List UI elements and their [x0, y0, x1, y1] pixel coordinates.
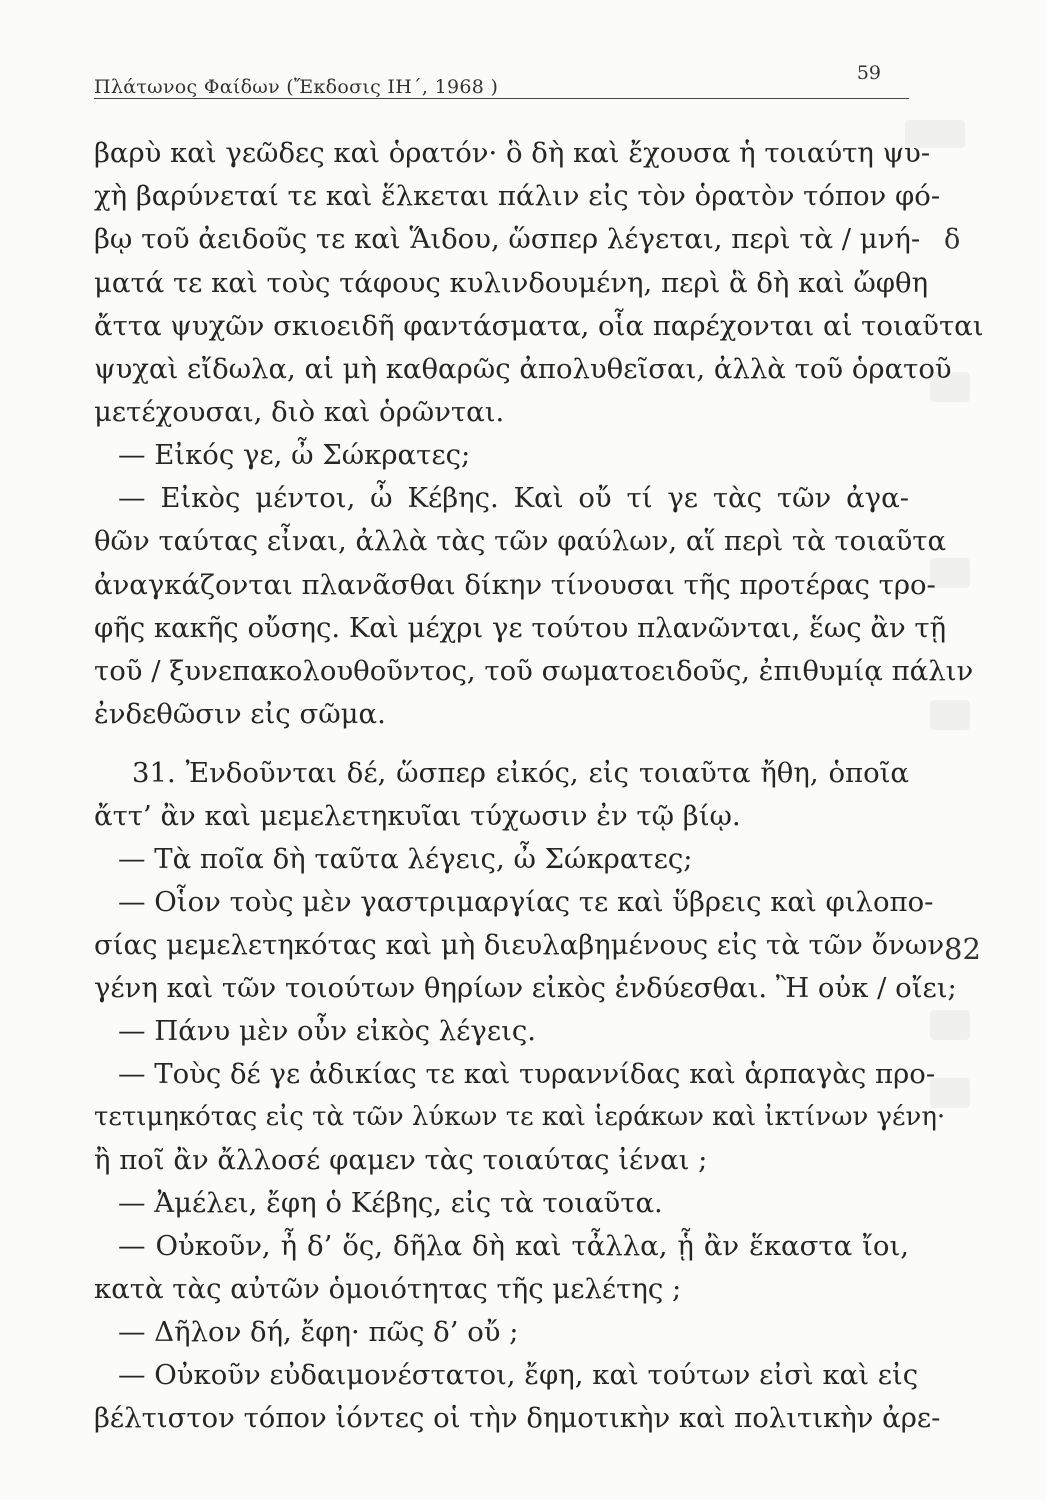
text-line: — Εἰκὸς μέντοι, ὦ Κέβης. Καὶ οὔ τί γε τὰς τῶν ἀγα- [118, 482, 909, 514]
text-line: — Οἷον τοὺς μὲν γαστριμαργίας τε καὶ ὕβρεις καὶ φιλοπο- [118, 886, 934, 918]
text-line: γένη καὶ τῶν τοιούτων θηρίων εἰκὸς ἐνδύεσθαι. Ἢ οὐκ / οἴει; [94, 972, 957, 1004]
text-line: — Τὰ ποῖα δὴ ταῦτα λέγεις, ὦ Σώκρατες; [118, 843, 693, 875]
text-line: κατὰ τὰς αὐτῶν ὁμοιότητας τῆς μελέτης ; [94, 1273, 682, 1305]
text-line: — Εἰκός γε, ὦ Σώκρατες; [118, 439, 471, 471]
page-number: 59 [856, 62, 881, 84]
text-line: — Δῆλον δή, ἔφη· πῶς δ’ οὔ ; [118, 1316, 519, 1348]
text-line: βῳ τοῦ ἀειδοῦς τε καὶ Ἅιδου, ὥσπερ λέγεται, περὶ τὰ / μνή- [94, 223, 921, 255]
text-line: ψυχαὶ εἴδωλα, αἱ μὴ καθαρῶς ἀπολυθεῖσαι, ἀλλὰ τοῦ ὁρατοῦ [94, 353, 952, 385]
text-line: ἄττα ψυχῶν σκιοειδῆ φαντάσματα, οἷα παρέχονται αἱ τοιαῦται [94, 310, 984, 342]
margin-stephanus-page: 82 [944, 932, 981, 966]
text-line: ἐνδεθῶσιν εἰς σῶμα. [94, 698, 386, 730]
text-line: θῶν ταύτας εἶναι, ἀλλὰ τὰς τῶν φαύλων, αἵ περὶ τὰ τοιαῦτα [94, 525, 947, 557]
margin-section-letter: δ [944, 224, 961, 255]
text-line: φῆς κακῆς οὔσης. Καὶ μέχρι γε τούτου πλανῶνται, ἕως ἂν τῇ [94, 612, 947, 644]
section-opening-line: 31. Ἐνδοῦνται δέ, ὥσπερ εἰκός, εἰς τοιαῦτα ἤθη, ὁποῖα [132, 757, 909, 789]
bleed-through-shadow [930, 700, 970, 730]
text-line: — Πάνυ μὲν οὖν εἰκὸς λέγεις. [118, 1015, 536, 1047]
text-line: ἢ ποῖ ἂν ἄλλοσέ φαμεν τὰς τοιαύτας ἰέναι ; [94, 1144, 708, 1176]
running-header-title: Πλάτωνος Φαίδων (Ἔκδοσις ΙΗ΄, 1968 ) [94, 76, 499, 98]
bleed-through-shadow [930, 558, 970, 588]
text-line: τετιμηκότας εἰς τὰ τῶν λύκων τε καὶ ἱεράκων καὶ ἰκτίνων γένη· [94, 1102, 946, 1132]
text-line: — Ἀμέλει, ἔφη ὁ Κέβης, εἰς τὰ τοιαῦτα. [118, 1187, 663, 1219]
running-header [94, 60, 909, 100]
text-line: χὴ βαρύνεταί τε καὶ ἕλκεται πάλιν εἰς τὸν ὁρατὸν τόπον φό- [94, 180, 941, 212]
header-rule [94, 98, 909, 99]
text-line: βαρὺ καὶ γεῶδες καὶ ὁρατόν· ὃ δὴ καὶ ἔχουσα ἡ τοιαύτη ψυ- [94, 137, 931, 169]
bleed-through-shadow [930, 1010, 970, 1040]
text-line: ματά τε καὶ τοὺς τάφους κυλινδουμένη, περὶ ἃ δὴ καὶ ὤφθη [94, 267, 929, 299]
text-line: ἀναγκάζονται πλανᾶσθαι δίκην τίνουσαι τῆς προτέρας τρο- [94, 569, 936, 601]
text-line: — Οὐκοῦν, ἦ δ’ ὅς, δῆλα δὴ καὶ τἆλλα, ᾗ ἂν ἕκαστα ἴοι, [118, 1230, 909, 1262]
text-line: τοῦ / ξυνεπακολουθοῦντος, τοῦ σωματοειδοῦς, ἐπιθυμίᾳ πάλιν [94, 655, 974, 687]
text-line: ἄττ’ ἂν καὶ μεμελετηκυῖαι τύχωσιν ἐν τῷ βίῳ. [94, 800, 741, 832]
text-line: σίας μεμελετηκότας καὶ μὴ διευλαβημένους εἰς τὰ τῶν ὄνων [94, 929, 945, 961]
text-line: — Οὐκοῦν εὐδαιμονέστατοι, ἔφη, καὶ τούτων εἰσὶ καὶ εἰς [118, 1359, 919, 1391]
text-line: μετέχουσαι, διὸ καὶ ὁρῶνται. [94, 396, 505, 428]
text-line: βέλτιστον τόπον ἰόντες οἱ τὴν δημοτικὴν καὶ πολιτικὴν ἀρε- [94, 1402, 941, 1434]
text-line: — Τοὺς δέ γε ἀδικίας τε καὶ τυραννίδας καὶ ἁρπαγὰς προ- [118, 1058, 936, 1090]
